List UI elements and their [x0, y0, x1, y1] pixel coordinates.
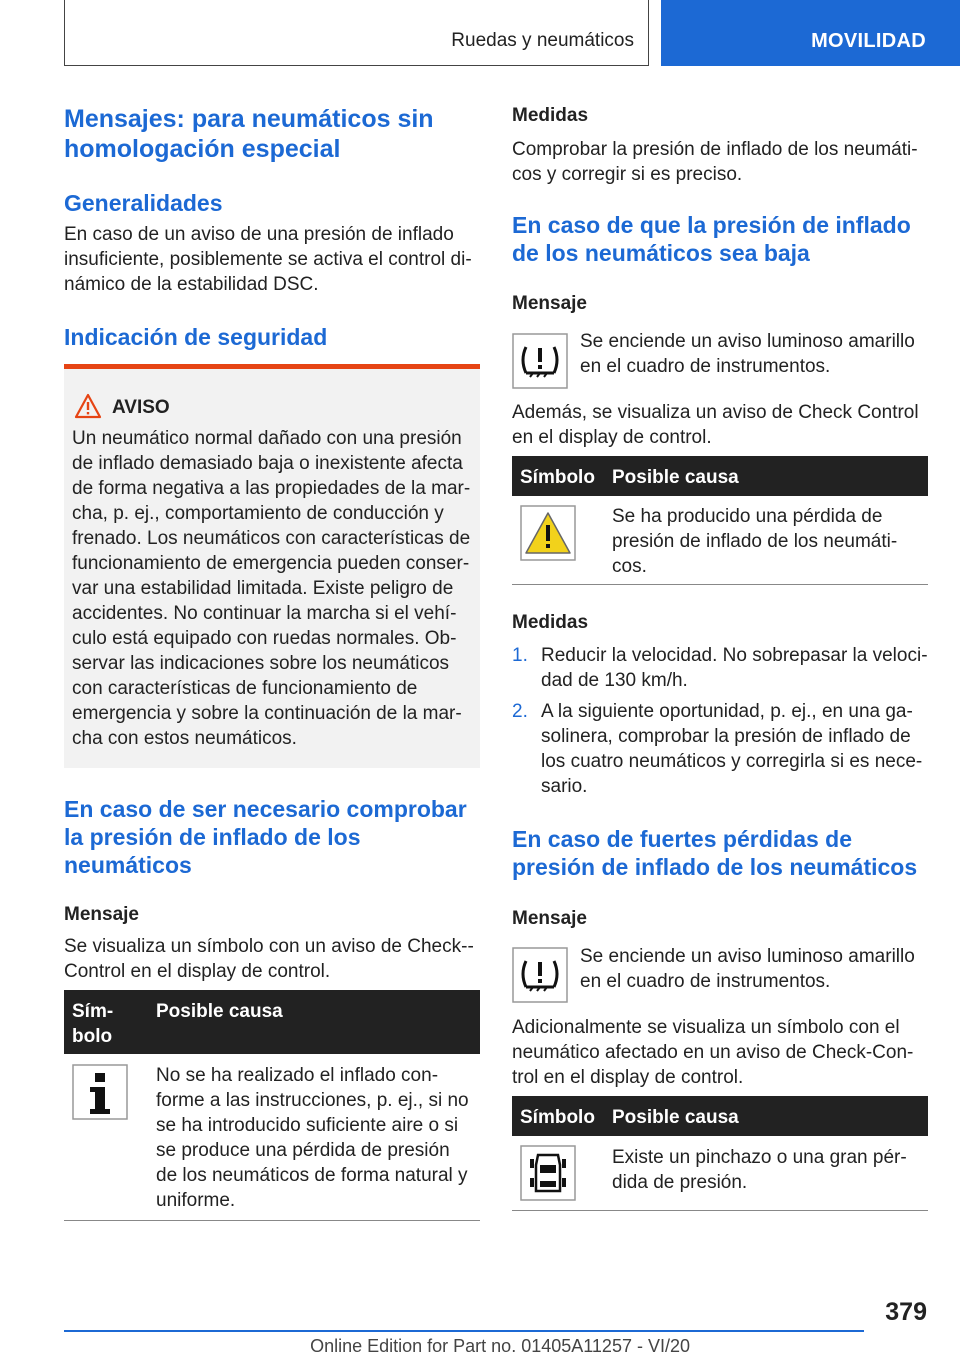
tire-pressure-warning-icon-2	[512, 947, 568, 1003]
measures2-label: Medidas	[512, 612, 589, 633]
table-row-cause: No se ha realizado el inflado conforme a las instrucciones, p. ej., si no se ha introducido suficiente aire o si se produce una pérdida de presión de los neumáticos de forma natural y uniforme.	[156, 1065, 469, 1211]
also-text: Además, se visualiza un aviso de Check Control en el display de control.	[512, 402, 919, 448]
message2-label: Mensaje	[512, 908, 587, 929]
table-bottom-rule	[64, 1220, 480, 1221]
info-icon	[72, 1064, 128, 1120]
table1-col-cause: Posible causa	[612, 467, 739, 488]
table1-col-symbol: Símbolo	[520, 467, 595, 488]
heading-safety: Indicación de seguridad	[64, 324, 328, 350]
tire-pressure-warning-icon	[512, 333, 568, 389]
step-text: Reducir la velocidad. No sobrepasar la velocidad de 130 km/h.	[541, 645, 928, 691]
measures-steps	[512, 643, 928, 805]
step-number: 1.	[512, 645, 528, 666]
additional-text: Adicionalmente se visualiza un símbolo con el neumático afectado en un aviso de Check-Control en el display de control.	[512, 1017, 914, 1088]
footer-edition: Online Edition for Part no. 01405A11257 - VI/20	[310, 1336, 690, 1356]
heading-low-pressure: En caso de que la presión de inflado de los neumáticos sea baja	[512, 212, 911, 266]
message-text: Se visualiza un símbolo con un aviso de Check-Control en el display de control.	[64, 936, 474, 982]
table2-bottom-rule	[512, 1210, 928, 1211]
header-section-box	[64, 0, 649, 66]
col-symbol-header: Símbolo	[72, 1001, 114, 1047]
header-chapter-tab	[661, 0, 960, 66]
warning-triangle-icon	[74, 393, 102, 419]
warning-text: Un neumático normal dañado con una presión de inflado demasiado baja o inexistente afecta de forma negativa a las propiedades de la marcha, p. ej., comportamiento de conducción y frenado. Los neumáticos con características de funcionamiento de emergencia pueden conservar una estabilidad limitada. Existe peligro de accidentes. No continuar la marcha si el vehículo está equipado con ruedas normales. Observar las indicaciones sobre los neumáticos con características de funcionamiento de emergencia y sobre la continuación de la marcha con estos neumáticos.	[72, 428, 471, 749]
page-number: 379	[885, 1298, 927, 1326]
header-section-title: Ruedas y neumáticos	[451, 30, 634, 51]
general-text: En caso de un aviso de una presión de inflado insuficiente, posiblemente se activa el control dinámico de la estabilidad DSC.	[64, 224, 472, 295]
step-item	[512, 643, 928, 693]
table1-header	[512, 456, 928, 496]
measures-text: Comprobar la presión de inflado de los neumáticos y corregir si es preciso.	[512, 139, 918, 185]
heading-check-pressure: En caso de ser necesario comprobar la presión de inflado de los neumáticos	[64, 796, 467, 878]
header-chapter-title: MOVILIDAD	[811, 30, 926, 52]
message-label: Mensaje	[64, 904, 139, 925]
step-number: 2.	[512, 701, 528, 722]
page-title: Mensajes: para neumáticos sin homologación especial	[64, 105, 434, 163]
indicator2-text: Se enciende un aviso luminoso amarillo en el cuadro de instrumentos.	[580, 946, 915, 992]
footer-rule	[64, 1330, 864, 1332]
table1-row-cause: Se ha producido una pérdida de presión de inflado de los neumáticos.	[612, 506, 898, 577]
message-label-right: Mensaje	[512, 293, 587, 314]
step-text: A la siguiente oportunidad, p. ej., en una gasolinera, comprobar la presión de inflado de los cuatro neumáticos y corregirla si es necesario.	[541, 701, 923, 797]
step-item	[512, 699, 928, 799]
table2-row-cause: Existe un pinchazo o una gran pérdida de presión.	[612, 1147, 907, 1193]
table2-col-symbol: Símbolo	[520, 1107, 595, 1128]
heading-strong-loss: En caso de fuertes pérdidas de presión de inflado de los neumáticos	[512, 826, 918, 880]
warning-box	[64, 364, 480, 768]
indicator-text: Se enciende un aviso luminoso amarillo en el cuadro de instrumentos.	[580, 331, 915, 377]
warning-label: AVISO	[112, 397, 170, 418]
table1-bottom-rule	[512, 584, 928, 585]
heading-generalidades: Generalidades	[64, 190, 223, 216]
col-cause-header: Posible causa	[156, 1001, 283, 1022]
table-header-left	[64, 990, 480, 1054]
table2-col-cause: Posible causa	[612, 1107, 739, 1128]
table2-header	[512, 1096, 928, 1136]
car-flat-tire-icon	[520, 1145, 576, 1201]
measures-label: Medidas	[512, 105, 589, 126]
yellow-warning-icon	[520, 505, 576, 561]
